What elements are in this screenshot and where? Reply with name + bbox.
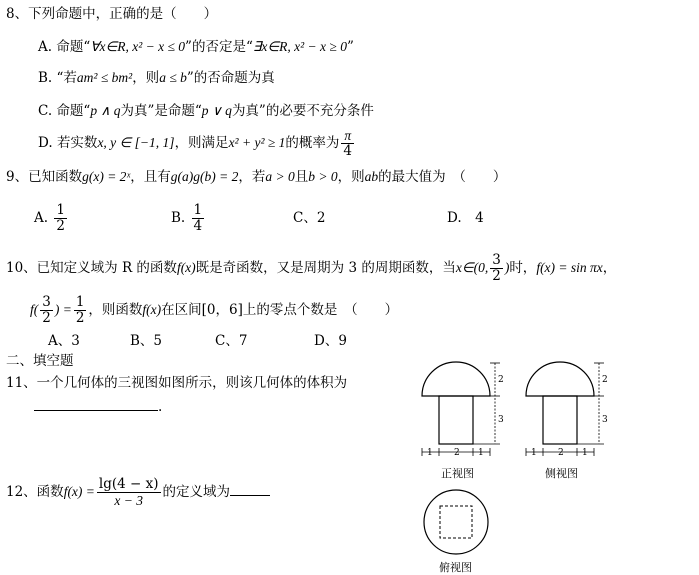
fraction-numerator: 1 <box>193 202 203 218</box>
fraction-denominator: 2 <box>75 310 85 326</box>
q8-d-math2: x² + y² ≥ 1 <box>228 135 286 150</box>
side-dim-3: 3 <box>602 415 608 425</box>
side-view-stem <box>543 396 577 444</box>
q12-fraction <box>97 477 161 508</box>
q11-stem: 11、一个几何体的三视图如图所示，则该几何体的体积为 <box>6 375 348 391</box>
q10-math5: f( <box>30 302 39 317</box>
q8-b-text2: ，则 <box>132 70 160 86</box>
q9-text4: 且 <box>294 169 309 185</box>
q10-option-c: C、7 <box>215 333 248 349</box>
q9-b-fraction <box>192 203 205 234</box>
q9-math3: a > 0 <box>265 169 295 184</box>
answer-blank <box>34 396 158 411</box>
q10-text2: 既是奇函数，又是周期为 3 的周期函数，当 <box>195 260 456 276</box>
q9-text1: 9、已知函数 <box>6 169 83 185</box>
fraction-numerator: π <box>341 128 354 144</box>
side-view-dome <box>526 362 594 396</box>
front-view-caption: 正视图 <box>441 467 474 480</box>
q8-c-text1: 命题“ <box>56 103 91 119</box>
q8-option-d <box>38 128 356 159</box>
side-view-caption: 侧视图 <box>545 467 578 480</box>
q8-a-label: A. <box>38 39 53 55</box>
q10-text5: ，则函数 <box>88 302 143 318</box>
q9-b-label: B. <box>171 210 186 226</box>
top-view-circle <box>424 490 488 554</box>
q10-text3: 时， <box>509 260 537 276</box>
q8-c-text2: 为真”是命题“ <box>120 103 202 119</box>
side-dim-1-right: 1 <box>582 448 588 458</box>
q8-a-text3: ” <box>346 39 354 55</box>
front-dim-3: 3 <box>498 415 504 425</box>
front-dim-2-vertical: 2 <box>498 375 504 385</box>
q10-fraction3 <box>74 295 87 326</box>
q9-math4: b > 0 <box>308 169 338 184</box>
q8-c-math1: p ∧ q <box>90 103 121 118</box>
q10-text1: 10、已知定义域为 R 的函数 <box>6 260 177 276</box>
q8-d-math1: x, y ∈ [−1, 1] <box>97 135 175 150</box>
q10-option-d: D、9 <box>314 333 347 349</box>
q10-math2: x∈(0, <box>455 260 489 275</box>
fraction-numerator: 3 <box>492 252 501 268</box>
q12-text2: 的定义域为 <box>162 484 230 500</box>
q9-option-c: C、2 <box>293 210 326 226</box>
q9-text2: ，且有 <box>130 169 171 185</box>
answer-blank <box>230 481 270 496</box>
q8-c-label: C. <box>38 103 53 119</box>
top-view-caption: 俯视图 <box>439 561 472 574</box>
front-view-dome <box>422 362 490 396</box>
q8-stem: 8、下列命题中，正确的是（ ） <box>6 6 218 22</box>
q10-text4: ， <box>602 260 617 276</box>
q11-period: . <box>158 399 163 415</box>
q8-b-text1: “若 <box>56 70 77 86</box>
top-view-figure <box>420 488 492 558</box>
q9-text6: 的最大值为 （ ） <box>378 169 507 185</box>
q8-d-label: D. <box>38 135 53 151</box>
q10-math4: f(x) = sin πx <box>536 260 603 275</box>
q8-option-b <box>38 69 275 87</box>
q8-d-fraction <box>341 128 354 159</box>
q8-a-text2: ”的否定是“ <box>185 39 253 55</box>
side-dim-2: 2 <box>558 448 564 458</box>
q8-a-math1: ∀x∈R, x² − x ≤ 0 <box>90 39 186 54</box>
fraction-denominator: 2 <box>492 268 501 284</box>
side-dim-2-vertical: 2 <box>602 375 608 385</box>
q8-d-text1: 若实数 <box>56 135 98 151</box>
side-dim-1-left: 1 <box>531 448 537 458</box>
q10-fraction1 <box>490 253 503 284</box>
fraction-numerator: lg(4 − x) <box>98 476 159 492</box>
q8-c-math2: p ∨ q <box>201 103 232 118</box>
front-dim-1-right: 1 <box>478 448 484 458</box>
top-view-hidden-square <box>440 506 472 538</box>
q9-a-label: A. <box>34 210 49 226</box>
q10-option-a: A、3 <box>48 333 80 349</box>
side-view-figure <box>512 360 622 462</box>
q10-stem-line2 <box>30 293 398 327</box>
q9-option-a <box>34 201 69 235</box>
q8-option-c <box>38 102 374 120</box>
fraction-denominator: 2 <box>56 218 65 234</box>
q8-b-label: B. <box>38 70 53 86</box>
q8-a-math2: ∃x∈R, x² − x ≥ 0 <box>252 39 347 54</box>
q10-fraction2 <box>40 295 53 326</box>
front-view-figure <box>408 360 518 462</box>
q10-math7: f(x) <box>142 302 162 317</box>
section-heading: 二、填空题 <box>6 353 74 369</box>
q9-text3: ，若 <box>238 169 266 185</box>
q12-math1: f(x) = <box>63 484 95 499</box>
q12-text1: 12、函数 <box>6 484 64 500</box>
q9-option-b <box>171 201 206 235</box>
q10-math1: f(x) <box>176 260 196 275</box>
q9-stem <box>6 168 506 186</box>
q10-stem-line1 <box>6 251 616 285</box>
front-dim-2: 2 <box>454 448 460 458</box>
q8-b-math2: a ≤ b <box>159 70 187 85</box>
q12-stem <box>6 472 270 512</box>
q11-answer-line <box>34 396 162 416</box>
front-view-stem <box>439 396 473 444</box>
q8-a-text1: 命题“ <box>56 39 91 55</box>
fraction-numerator: 1 <box>56 202 65 218</box>
fraction-denominator: 4 <box>343 143 353 159</box>
q10-text6: 在区间[0，6]上的零点个数是 （ ） <box>161 302 399 318</box>
q8-b-text3: ”的否命题为真 <box>186 70 275 86</box>
front-dim-1-left: 1 <box>427 448 433 458</box>
q8-c-text3: 为真”的必要不充分条件 <box>231 103 374 119</box>
fraction-denominator: 4 <box>193 218 203 234</box>
q8-option-a <box>38 38 354 56</box>
q9-math5: ab <box>364 169 379 184</box>
fraction-numerator: 1 <box>75 294 85 310</box>
q10-math6: ) = <box>54 302 72 317</box>
q8-d-text3: 的概率为 <box>285 135 340 151</box>
fraction-denominator: 2 <box>42 310 51 326</box>
fraction-numerator: 3 <box>42 294 51 310</box>
q9-math2: g(a)g(b) = 2 <box>170 169 239 184</box>
q9-math1: g(x) = 2ˣ <box>82 169 131 184</box>
q9-option-d: D. 4 <box>447 210 484 226</box>
q9-a-fraction <box>54 203 67 234</box>
q8-b-math1: am² ≤ bm² <box>76 70 133 85</box>
q9-text5: ，则 <box>337 169 365 185</box>
fraction-denominator: x − 3 <box>114 493 143 508</box>
q8-d-text2: ，则满足 <box>174 135 229 151</box>
q10-option-b: B、5 <box>130 333 163 349</box>
q10-math3: ) <box>504 260 510 275</box>
